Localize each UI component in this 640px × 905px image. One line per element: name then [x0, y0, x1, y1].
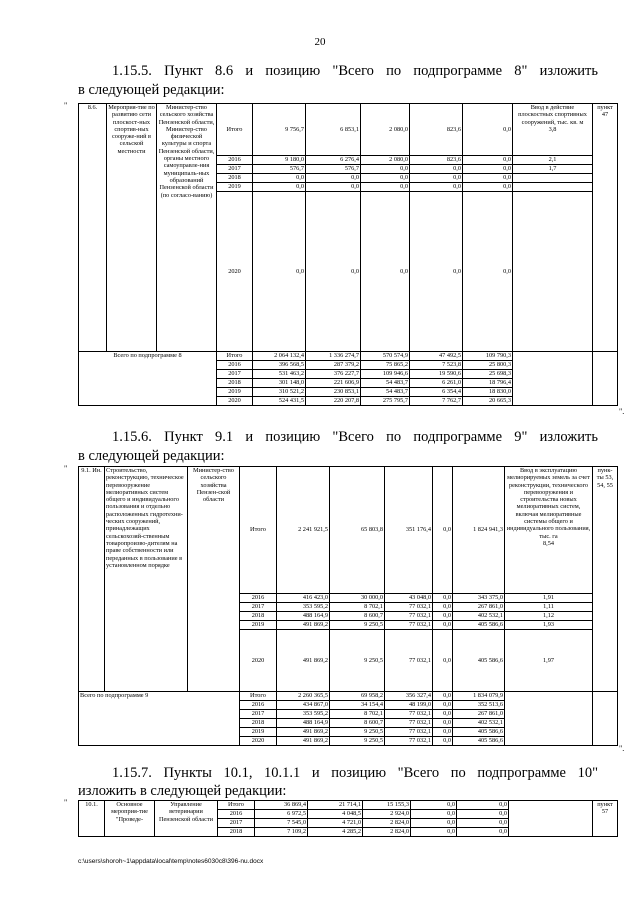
value-cell: 376 227,7	[306, 370, 361, 379]
value-cell: 0,0	[463, 104, 513, 156]
empty-cell	[593, 692, 618, 746]
value-cell: 7 545,0	[255, 819, 308, 828]
value-cell: 353 595,2	[277, 710, 330, 719]
year-cell: 2017	[218, 819, 255, 828]
year-cell: 2018	[217, 379, 253, 388]
value-cell: 823,6	[410, 156, 463, 165]
table-subprogram-9	[78, 466, 618, 746]
value-cell: 491 869,2	[277, 737, 330, 746]
value-cell: 6 853,1	[306, 104, 361, 156]
year-cell: 2016	[240, 594, 277, 603]
indicator-value	[513, 183, 593, 192]
value-cell: 0,0	[457, 819, 509, 828]
value-cell: 25 800,3	[463, 361, 513, 370]
quote-close: ".	[619, 744, 625, 753]
value-cell: 8 600,7	[330, 612, 385, 621]
value-cell: 0,0	[433, 719, 453, 728]
value-cell: 4 048,5	[308, 810, 363, 819]
value-cell: 0,0	[410, 174, 463, 183]
value-cell: 25 698,3	[463, 370, 513, 379]
value-cell: 352 513,6	[453, 701, 505, 710]
value-cell: 0,0	[457, 810, 509, 819]
value-cell: 77 032,1	[385, 719, 433, 728]
indicator-cell	[513, 104, 593, 156]
value-cell: 0,0	[411, 801, 457, 810]
value-cell: 77 032,1	[385, 603, 433, 612]
value-cell: 77 032,1	[385, 621, 433, 630]
value-cell: 0,0	[410, 183, 463, 192]
year-cell: 2017	[217, 165, 253, 174]
value-cell: 6 354,4	[410, 388, 463, 397]
reference-cell: пунк-ты 53, 54, 55	[593, 467, 618, 692]
indicator-value	[513, 174, 593, 183]
value-cell: 109 790,3	[463, 352, 513, 361]
value-cell: 576,7	[306, 165, 361, 174]
year-cell: Итого	[217, 104, 253, 156]
value-cell: 19 590,6	[410, 370, 463, 379]
value-cell: 405 586,6	[453, 737, 505, 746]
table-row	[79, 801, 618, 810]
heading-line-2: в следующей редакции:	[78, 82, 225, 98]
table-row	[79, 104, 618, 156]
value-cell: 0,0	[361, 192, 410, 352]
section-heading-9	[112, 428, 598, 446]
value-cell: 267 861,0	[453, 603, 505, 612]
value-cell: 7 762,7	[410, 397, 463, 406]
value-cell: 109 946,6	[361, 370, 410, 379]
value-cell: 47 492,5	[410, 352, 463, 361]
empty-cell	[593, 352, 618, 406]
empty-cell	[509, 801, 593, 837]
value-cell: 405 586,6	[453, 728, 505, 737]
value-cell: 9 180,0	[253, 156, 306, 165]
empty-cell	[505, 692, 593, 746]
value-cell: 0,0	[463, 156, 513, 165]
section-heading-10	[112, 764, 598, 782]
value-cell: 402 532,1	[453, 612, 505, 621]
value-cell: 0,0	[463, 183, 513, 192]
indicator-name: Ввод в эксплуатацию мелиорируемых земель за счет реконструкции, технического перевооружения и строительства новых мелиоративных систем, включая мелиоративные системы общего и индивидуального пользования, тыс. га	[506, 467, 591, 540]
value-cell: 2 824,0	[363, 819, 411, 828]
value-cell: 2 924,0	[363, 810, 411, 819]
value-cell: 2 260 365,5	[277, 692, 330, 701]
year-cell: 2019	[240, 728, 277, 737]
heading-line-1: 1.15.7. Пункты 10.1, 10.1.1 и позицию "Всего по подпрограмме 10"	[112, 765, 598, 781]
executor-name: Управление ветеринарии Пензенской области	[155, 801, 218, 837]
value-cell: 15 155,3	[363, 801, 411, 810]
year-cell: 2016	[217, 361, 253, 370]
value-cell: 287 379,2	[306, 361, 361, 370]
year-cell: 2020	[217, 192, 253, 352]
value-cell: 69 958,2	[330, 692, 385, 701]
value-cell: 0,0	[463, 174, 513, 183]
activity-name: Строительство, реконструкцию, техническое перевооружение мелиоративных систем общего и индивидуального пользования и отдельно расположенных гидротехни-ческих сооружений, принадлежащих сельскохозяй-ственным товаропроизво-дителям на праве собственности или переданных в пользование в установленном порядке	[105, 467, 188, 692]
value-cell: 0,0	[433, 467, 453, 594]
total-label: Всего по подпрограмме 8	[79, 352, 217, 406]
value-cell: 0,0	[433, 594, 453, 603]
value-cell: 353 595,2	[277, 603, 330, 612]
executor-name: Министер-ство сельского хозяйства Пензенской области, Министер-ство физической культуры и спорта Пензенской области, органы местного самоуправле-ния муниципаль-ных образований Пензенской области (по согласо-ванию)	[157, 104, 217, 352]
value-cell: 18 830,0	[463, 388, 513, 397]
value-cell: 0,0	[433, 621, 453, 630]
year-cell: 2018	[218, 828, 255, 837]
value-cell: 6 972,5	[255, 810, 308, 819]
value-cell: 230 853,1	[306, 388, 361, 397]
year-cell: 2017	[240, 710, 277, 719]
indicator-value: 2,1	[513, 156, 593, 165]
total-label: Всего по подпрограмме 9	[79, 692, 240, 746]
value-cell: 0,0	[463, 165, 513, 174]
value-cell: 2 064 132,4	[253, 352, 306, 361]
year-cell: 2020	[217, 397, 253, 406]
value-cell: 570 574,9	[361, 352, 410, 361]
year-cell: 2020	[240, 630, 277, 692]
indicator-value: 1,91	[505, 594, 593, 603]
value-cell: 0,0	[306, 183, 361, 192]
heading-line-2: в следующей редакции:	[78, 448, 225, 464]
year-cell: Итого	[240, 467, 277, 594]
value-cell: 2 241 921,5	[277, 467, 330, 594]
value-cell: 301 148,0	[253, 379, 306, 388]
value-cell: 416 423,0	[277, 594, 330, 603]
value-cell: 221 606,9	[306, 379, 361, 388]
value-cell: 1 834 079,9	[453, 692, 505, 701]
year-cell: 2019	[217, 183, 253, 192]
value-cell: 8 702,1	[330, 710, 385, 719]
year-cell: Итого	[217, 352, 253, 361]
table-subprogram-10	[78, 800, 618, 837]
value-cell: 77 032,1	[385, 612, 433, 621]
indicator-value: 3,8	[548, 125, 557, 133]
value-cell: 0,0	[411, 810, 457, 819]
reference-cell: пункт 57	[593, 801, 618, 837]
value-cell: 0,0	[457, 828, 509, 837]
indicator-value: 1,12	[505, 612, 593, 621]
value-cell: 343 375,0	[453, 594, 505, 603]
value-cell: 30 000,0	[330, 594, 385, 603]
value-cell: 1 824 941,3	[453, 467, 505, 594]
value-cell: 1 336 274,7	[306, 352, 361, 361]
activity-name: Основное мероприя-тие "Проведе-	[105, 801, 155, 837]
table-row	[79, 467, 618, 594]
document-path: c:\users\shoroh~1\appdata\local\temp\notes6030c8\396-nu.docx	[78, 858, 264, 865]
quote-open: "	[64, 798, 68, 807]
value-cell: 54 483,7	[361, 379, 410, 388]
indicator-value: 1,7	[513, 165, 593, 174]
quote-close: ".	[619, 407, 625, 416]
year-cell: Итого	[240, 692, 277, 701]
activity-name: Мероприя-тие по развитию сети плоскост-ных спортив-ных сооруже-ний в сельской местности	[107, 104, 157, 352]
value-cell: 0,0	[253, 192, 306, 352]
value-cell: 65 803,8	[330, 467, 385, 594]
indicator-value: 1,11	[505, 603, 593, 612]
value-cell: 6 261,0	[410, 379, 463, 388]
year-cell: 2020	[240, 737, 277, 746]
year-cell: 2017	[217, 370, 253, 379]
year-cell: 2018	[240, 719, 277, 728]
year-cell: 2016	[217, 156, 253, 165]
value-cell: 20 665,3	[463, 397, 513, 406]
value-cell: 0,0	[253, 183, 306, 192]
value-cell: 6 276,4	[306, 156, 361, 165]
value-cell: 43 048,0	[385, 594, 433, 603]
value-cell: 823,6	[410, 104, 463, 156]
table-subprogram-8	[78, 103, 618, 406]
value-cell: 576,7	[253, 165, 306, 174]
value-cell: 0,0	[433, 692, 453, 701]
indicator-value: 8,54	[542, 539, 555, 547]
value-cell: 9 250,5	[330, 630, 385, 692]
value-cell: 8 600,7	[330, 719, 385, 728]
value-cell: 9 250,5	[330, 621, 385, 630]
value-cell: 0,0	[410, 165, 463, 174]
year-cell: 2017	[240, 603, 277, 612]
value-cell: 491 869,2	[277, 630, 330, 692]
value-cell: 0,0	[253, 174, 306, 183]
row-number: 9.1. Ин.	[79, 467, 105, 692]
value-cell: 405 586,6	[453, 630, 505, 692]
heading-line-1: 1.15.6. Пункт 9.1 и позицию "Всего по подпрограмме 9" изложить	[112, 429, 598, 445]
year-cell: 2016	[218, 810, 255, 819]
year-cell: 2018	[240, 612, 277, 621]
quote-open: "	[64, 464, 68, 473]
value-cell: 267 861,0	[453, 710, 505, 719]
value-cell: 0,0	[361, 165, 410, 174]
value-cell: 36 869,4	[255, 801, 308, 810]
value-cell: 2 080,0	[361, 104, 410, 156]
page-number: 20	[314, 36, 326, 48]
value-cell: 0,0	[361, 183, 410, 192]
value-cell: 77 032,1	[385, 630, 433, 692]
value-cell: 18 796,4	[463, 379, 513, 388]
value-cell: 75 865,2	[361, 361, 410, 370]
value-cell: 434 867,0	[277, 701, 330, 710]
value-cell: 9 756,7	[253, 104, 306, 156]
value-cell: 491 869,2	[277, 621, 330, 630]
value-cell: 220 207,8	[306, 397, 361, 406]
value-cell: 531 463,2	[253, 370, 306, 379]
year-cell: 2019	[240, 621, 277, 630]
heading-line-1: 1.15.5. Пункт 8.6 и позицию "Всего по подпрограмме 8" изложить	[112, 63, 598, 79]
value-cell: 0,0	[411, 819, 457, 828]
value-cell: 0,0	[306, 192, 361, 352]
value-cell: 0,0	[433, 728, 453, 737]
table-row	[79, 352, 618, 361]
value-cell: 0,0	[433, 710, 453, 719]
year-cell: 2019	[217, 388, 253, 397]
value-cell: 54 483,7	[361, 388, 410, 397]
value-cell: 0,0	[433, 737, 453, 746]
year-cell: 2018	[217, 174, 253, 183]
value-cell: 0,0	[433, 701, 453, 710]
value-cell: 0,0	[410, 192, 463, 352]
value-cell: 402 532,1	[453, 719, 505, 728]
indicator-value	[513, 192, 593, 352]
value-cell: 77 032,1	[385, 710, 433, 719]
quote-open: "	[64, 101, 68, 110]
value-cell: 491 869,2	[277, 728, 330, 737]
value-cell: 0,0	[433, 630, 453, 692]
value-cell: 310 521,2	[253, 388, 306, 397]
value-cell: 0,0	[463, 192, 513, 352]
value-cell: 405 586,6	[453, 621, 505, 630]
value-cell: 0,0	[306, 174, 361, 183]
row-number: 10.1.	[79, 801, 105, 837]
value-cell: 275 795,7	[361, 397, 410, 406]
value-cell: 488 164,9	[277, 612, 330, 621]
value-cell: 488 164,9	[277, 719, 330, 728]
value-cell: 77 032,1	[385, 728, 433, 737]
value-cell: 34 154,4	[330, 701, 385, 710]
value-cell: 9 250,5	[330, 737, 385, 746]
year-cell: 2016	[240, 701, 277, 710]
table-row	[79, 692, 618, 701]
reference-cell: пункт 47	[593, 104, 618, 352]
value-cell: 4 285,2	[308, 828, 363, 837]
value-cell: 356 327,4	[385, 692, 433, 701]
value-cell: 524 431,5	[253, 397, 306, 406]
value-cell: 48 199,0	[385, 701, 433, 710]
value-cell: 77 032,1	[385, 737, 433, 746]
value-cell: 21 714,1	[308, 801, 363, 810]
value-cell: 0,0	[361, 174, 410, 183]
indicator-value: 1,93	[505, 621, 593, 630]
indicator-value: 1,97	[505, 630, 593, 692]
section-heading-8	[112, 62, 598, 80]
value-cell: 0,0	[433, 612, 453, 621]
value-cell: 4 721,0	[308, 819, 363, 828]
value-cell: 8 702,1	[330, 603, 385, 612]
value-cell: 351 176,4	[385, 467, 433, 594]
value-cell: 7 523,8	[410, 361, 463, 370]
value-cell: 396 568,5	[253, 361, 306, 370]
row-number: 8.6.	[79, 104, 107, 352]
value-cell: 7 109,2	[255, 828, 308, 837]
empty-cell	[513, 352, 593, 406]
heading-line-2: изложить в следующей редакции:	[78, 783, 287, 799]
value-cell: 9 250,5	[330, 728, 385, 737]
indicator-cell	[505, 467, 593, 594]
indicator-name: Ввод в действие плоскостных спортивных сооружений, тыс. кв. м	[518, 104, 587, 126]
year-cell: Итого	[218, 801, 255, 810]
executor-name: Министер-ство сельского хозяйства Пензен-ской области	[188, 467, 240, 692]
value-cell: 2 824,0	[363, 828, 411, 837]
value-cell: 0,0	[433, 603, 453, 612]
value-cell: 2 080,0	[361, 156, 410, 165]
value-cell: 0,0	[457, 801, 509, 810]
value-cell: 0,0	[411, 828, 457, 837]
